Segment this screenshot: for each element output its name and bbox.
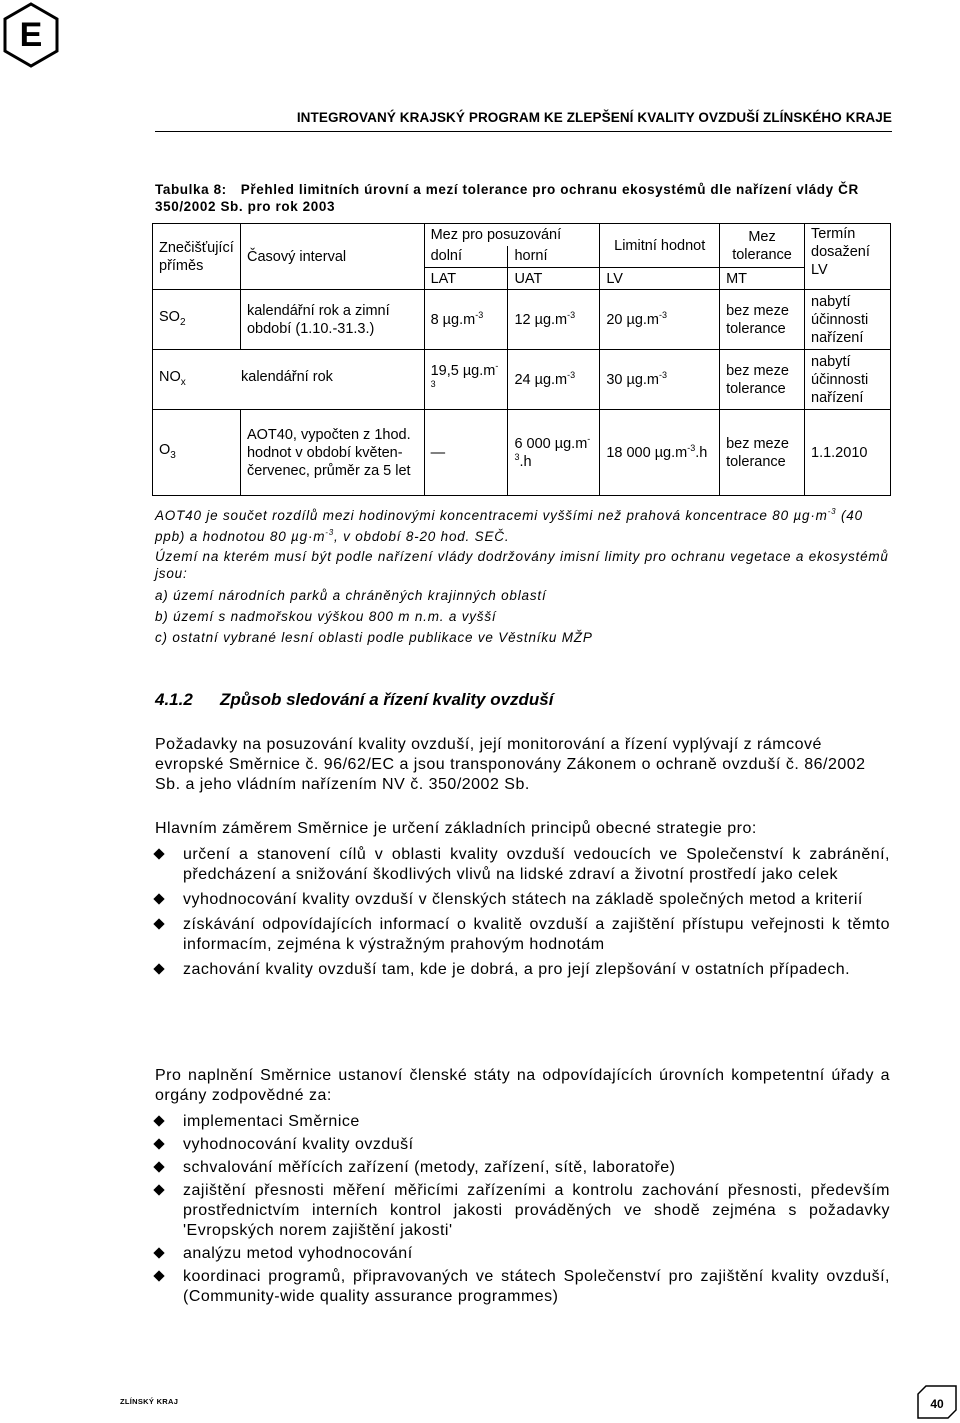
list-item: implementaci Směrnice xyxy=(155,1112,890,1132)
cell-deadline: nabytí účinnosti nařízení xyxy=(805,350,891,410)
cell-lat: — xyxy=(424,410,508,496)
section-number: 4.1.2 xyxy=(155,690,193,709)
cell-deadline: nabytí účinnosti nařízení xyxy=(805,290,891,350)
table-row xyxy=(153,410,891,496)
header-rule xyxy=(155,131,892,132)
cell-interval: AOT40, vypočten z 1hod. hodnot v období květen-červenec, průměr za 5 let xyxy=(240,410,424,496)
page-header-title: INTEGROVANÝ KRAJSKÝ PROGRAM KE ZLEPŠENÍ KVALITY OVZDUŠÍ ZLÍNSKÉHO KRAJE xyxy=(296,110,892,125)
diamond-bullet-icon xyxy=(153,893,164,904)
table-caption xyxy=(155,181,892,215)
list-item: zajištění přesnosti měření měřicími zařízeními a kontrolu zachování přesnosti, především prostřednictvím interních kontrol jakosti prováděných ve shodě zejména s požadavky 'Evropských norem zajištění jakosti' xyxy=(155,1181,890,1241)
body-authorities xyxy=(155,1066,890,1307)
cell-lat: 8 $\mu g.m^{-3}$ xyxy=(424,290,508,350)
cell-deadline: 1.1.2010 xyxy=(805,410,891,496)
note-item: a) území národních parků a chráněných krajinných oblastí xyxy=(155,588,547,603)
logo-letter: E xyxy=(19,16,43,54)
table-notes xyxy=(155,505,895,648)
header-mt: MT xyxy=(720,268,805,290)
page-number: 40 xyxy=(930,1397,944,1411)
diamond-bullet-icon xyxy=(153,1161,164,1172)
body-strategy xyxy=(155,819,890,980)
cell-lv: 20 $\mu g.m^{-3}$ xyxy=(600,290,720,350)
note-aot40: AOT40 je součet rozdílů mezi hodinovými koncentracemi vyššími než prahová koncentrace 80 $\mu g\cdot m^{-3}$ (40 ppb) a hodnotou 80 $\mu g\cdot m^{-3}$, v období 8-20 hod. SEČ. xyxy=(155,507,863,544)
note-territory: Území na kterém musí být podle nařízení vlády dodržovány imisní limity pro ochranu vegetace a ekosystémů jsou: xyxy=(155,549,889,581)
cell-mt: bez meze tolerance xyxy=(720,410,805,496)
header-assessment: Mez pro posuzování xyxy=(424,224,600,246)
cell-uat: 6 000 $\mu g.m^{-3}.h$ xyxy=(508,410,600,496)
diamond-bullet-icon xyxy=(153,1115,164,1126)
page-number-box-icon xyxy=(917,1385,957,1419)
table-caption-text: Přehled limitních úrovní a mezí tolerance pro ochranu ekosystémů dle nařízení vlády ČR 350/2002 Sb. pro rok 2003 xyxy=(155,182,859,214)
cell-lv: 18 000 $\mu g.m^{-3}.h$ xyxy=(600,410,720,496)
body-paragraph: Hlavním záměrem Směrnice je určení základních principů obecné strategie pro: xyxy=(155,820,757,837)
footer-region: ZLÍNSKÝ KRAJ xyxy=(120,1397,179,1406)
eko-logo-icon xyxy=(2,2,60,68)
limits-table xyxy=(152,223,891,496)
header-lower: dolní xyxy=(424,246,508,268)
diamond-bullet-icon xyxy=(153,918,164,929)
body-paragraph: Pro naplnění Směrnice ustanoví členské státy na odpovídajících úrovních kompetentní úřady a orgány zodpovědné za: xyxy=(155,1067,890,1104)
list-item: koordinaci programů, připravovaných ve státech Společenství pro zajištění kvality ovzduší, (Community-wide quality assurance programmes) xyxy=(155,1267,890,1307)
cell-pollutant: $SO_2$ xyxy=(153,290,241,350)
list-item: schvalování měřících zařízení (metody, zařízení, sítě, laboratoře) xyxy=(155,1158,890,1178)
list-item: zachování kvality ovzduší tam, kde je dobrá, a pro její zlepšování v ostatních případech. xyxy=(155,960,890,980)
cell-mt: bez meze tolerance xyxy=(720,350,805,410)
table-caption-label: Tabulka 8: xyxy=(155,182,227,197)
list-item: vyhodnocování kvality ovzduší v členských státech na základě společných metod a kriterií xyxy=(155,890,890,910)
diamond-bullet-icon xyxy=(153,1184,164,1195)
header-deadline: Termín dosažení LV xyxy=(805,224,891,290)
cell-lat: 19,5 $\mu g.m^{-3}$ xyxy=(424,350,508,410)
cell-mt: bez meze tolerance xyxy=(720,290,805,350)
cell-interval: kalendářní rok a zimní období (1.10.-31.3.) xyxy=(240,290,424,350)
header-uat: UAT xyxy=(508,268,600,290)
header-upper: horní xyxy=(508,246,600,268)
cell-pollutant-interval: $NO_x$ kalendářní rok xyxy=(153,350,425,410)
section-title: Způsob sledování a řízení kvality ovzduší xyxy=(220,690,554,709)
cell-pollutant: $O_3$ xyxy=(153,410,241,496)
diamond-bullet-icon xyxy=(153,963,164,974)
header-pollutant: Znečišťující příměs xyxy=(153,224,241,290)
cell-uat: 24 $\mu g.m^{-3}$ xyxy=(508,350,600,410)
authorities-list xyxy=(155,1112,890,1307)
cell-lv: 30 $\mu g.m^{-3}$ xyxy=(600,350,720,410)
diamond-bullet-icon xyxy=(153,848,164,859)
list-item: získávání odpovídajících informací o kvalitě ovzduší a zajištění přístupu veřejnosti k těmto informacím, zejména k výstražným prahovým hodnotám xyxy=(155,915,890,955)
diamond-bullet-icon xyxy=(153,1138,164,1149)
header-lat: LAT xyxy=(424,268,508,290)
note-item: b) území s nadmořskou výškou 800 m n.m. a vyšší xyxy=(155,609,497,624)
note-item: c) ostatní vybrané lesní oblasti podle publikace ve Věstníku MŽP xyxy=(155,630,593,645)
diamond-bullet-icon xyxy=(153,1247,164,1258)
list-item: vyhodnocování kvality ovzduší xyxy=(155,1135,890,1155)
diamond-bullet-icon xyxy=(153,1270,164,1281)
list-item: analýzu metod vyhodnocování xyxy=(155,1244,890,1264)
header-limit: Limitní hodnot xyxy=(600,224,720,268)
strategy-list xyxy=(155,845,890,980)
cell-uat: 12 $\mu g.m^{-3}$ xyxy=(508,290,600,350)
body-paragraph: Požadavky na posuzování kvality ovzduší, její monitorování a řízení vyplývají z rámcové evropské Směrnice č. 96/62/EC a jsou transponovány Zákonem o ochraně ovzduší č. 86/2002 Sb. a jeho vládním nařízením NV č. 350/2002 Sb. xyxy=(155,736,866,793)
header-lv: LV xyxy=(600,268,720,290)
table-row xyxy=(153,290,891,350)
header-tolerance: Mez tolerance xyxy=(720,224,805,268)
list-item: určení a stanovení cílů v oblasti kvality ovzduší vedoucích ve Společenství k zabránění, předcházení a snižování škodlivých vlivů na lidské zdraví a životní prostředí jako celek xyxy=(155,845,890,885)
table-row xyxy=(153,350,891,410)
header-interval: Časový interval xyxy=(240,224,424,290)
section-heading xyxy=(155,690,553,710)
